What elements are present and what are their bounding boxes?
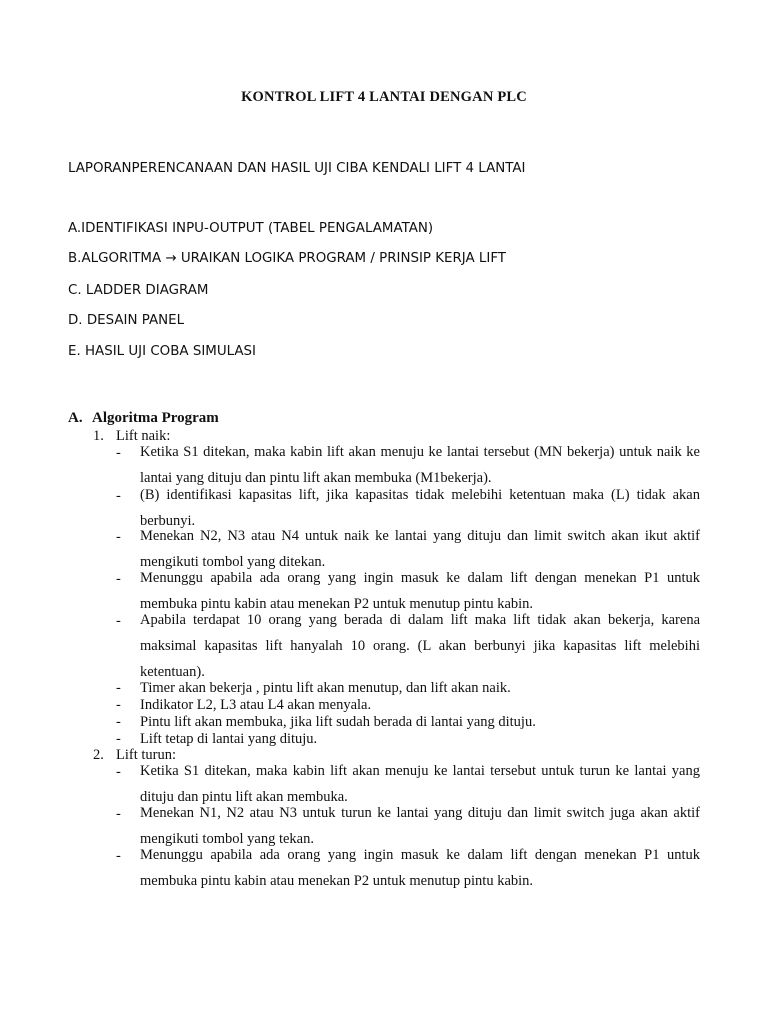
list-number: 2. bbox=[93, 747, 104, 763]
outline-item-b: B.ALGORITMA → URAIKAN LOGIKA PROGRAM / PRINSIP KERJA LIFT bbox=[68, 251, 506, 266]
list-item: - Ketika S1 ditekan, maka kabin lift akan menuju ke lantai tersebut untuk turun ke lantai yang dituju dan pintu lift akan membuka. bbox=[116, 763, 700, 805]
list-item: - Pintu lift akan membuka, jika lift sudah berada di lantai yang dituju. bbox=[116, 714, 536, 730]
outline-item-e: E. HASIL UJI COBA SIMULASI bbox=[68, 344, 256, 359]
section-letter: A. bbox=[68, 410, 83, 426]
outline-item-a: A.IDENTIFIKASI INPU-OUTPUT (TABEL PENGALAMATAN) bbox=[68, 221, 434, 236]
list-item: - Menekan N1, N2 atau N3 untuk turun ke lantai yang dituju dan limit switch juga akan aktif mengikuti tombol yang tekan. bbox=[116, 805, 700, 847]
report-heading: LAPORANPERENCANAAN DAN HASIL UJI CIBA KENDALI LIFT 4 LANTAI bbox=[68, 161, 526, 176]
list-item: - Lift tetap di lantai yang dituju. bbox=[116, 731, 318, 747]
list-label: Lift turun: bbox=[116, 747, 177, 763]
outline-item-c: C. LADDER DIAGRAM bbox=[68, 283, 209, 298]
section-heading bbox=[68, 410, 219, 427]
list-item: - Menunggu apabila ada orang yang ingin masuk ke dalam lift dengan menekan P1 untuk membuka pintu kabin atau menekan P2 untuk menutup pintu kabin. bbox=[116, 570, 700, 612]
list-item: - (B) identifikasi kapasitas lift, jika kapasitas tidak melebihi ketentuan maka (L) tidak akan berbunyi. bbox=[116, 487, 700, 529]
outline-item-d: D. DESAIN PANEL bbox=[68, 313, 185, 328]
list-item: - Indikator L2, L3 atau L4 akan menyala. bbox=[116, 697, 372, 713]
list-item: - Ketika S1 ditekan, maka kabin lift akan menuju ke lantai tersebut (MN bekerja) untuk naik ke lantai yang dituju dan pintu lift akan membuka (M1bekerja). bbox=[116, 444, 700, 486]
list-item: - Menekan N2, N3 atau N4 untuk naik ke lantai yang dituju dan limit switch akan ikut aktif mengikuti tombol yang ditekan. bbox=[116, 528, 700, 570]
document-title: KONTROL LIFT 4 LANTAI DENGAN PLC bbox=[241, 89, 527, 105]
list-item: - Timer akan bekerja , pintu lift akan menutup, dan lift akan naik. bbox=[116, 680, 511, 696]
list-number: 1. bbox=[93, 428, 104, 444]
section-label: Algoritma Program bbox=[92, 410, 219, 426]
list-label: Lift naik: bbox=[116, 428, 171, 444]
list-item: - Menunggu apabila ada orang yang ingin masuk ke dalam lift dengan menekan P1 untuk membuka pintu kabin atau menekan P2 untuk menutup pintu kabin. bbox=[116, 847, 700, 889]
list-item: - Apabila terdapat 10 orang yang berada di dalam lift maka lift tidak akan bekerja, karena maksimal kapasitas lift hanyalah 10 orang. (L akan berbunyi jika kapasitas lift melebihi ketentuan). bbox=[116, 612, 700, 680]
